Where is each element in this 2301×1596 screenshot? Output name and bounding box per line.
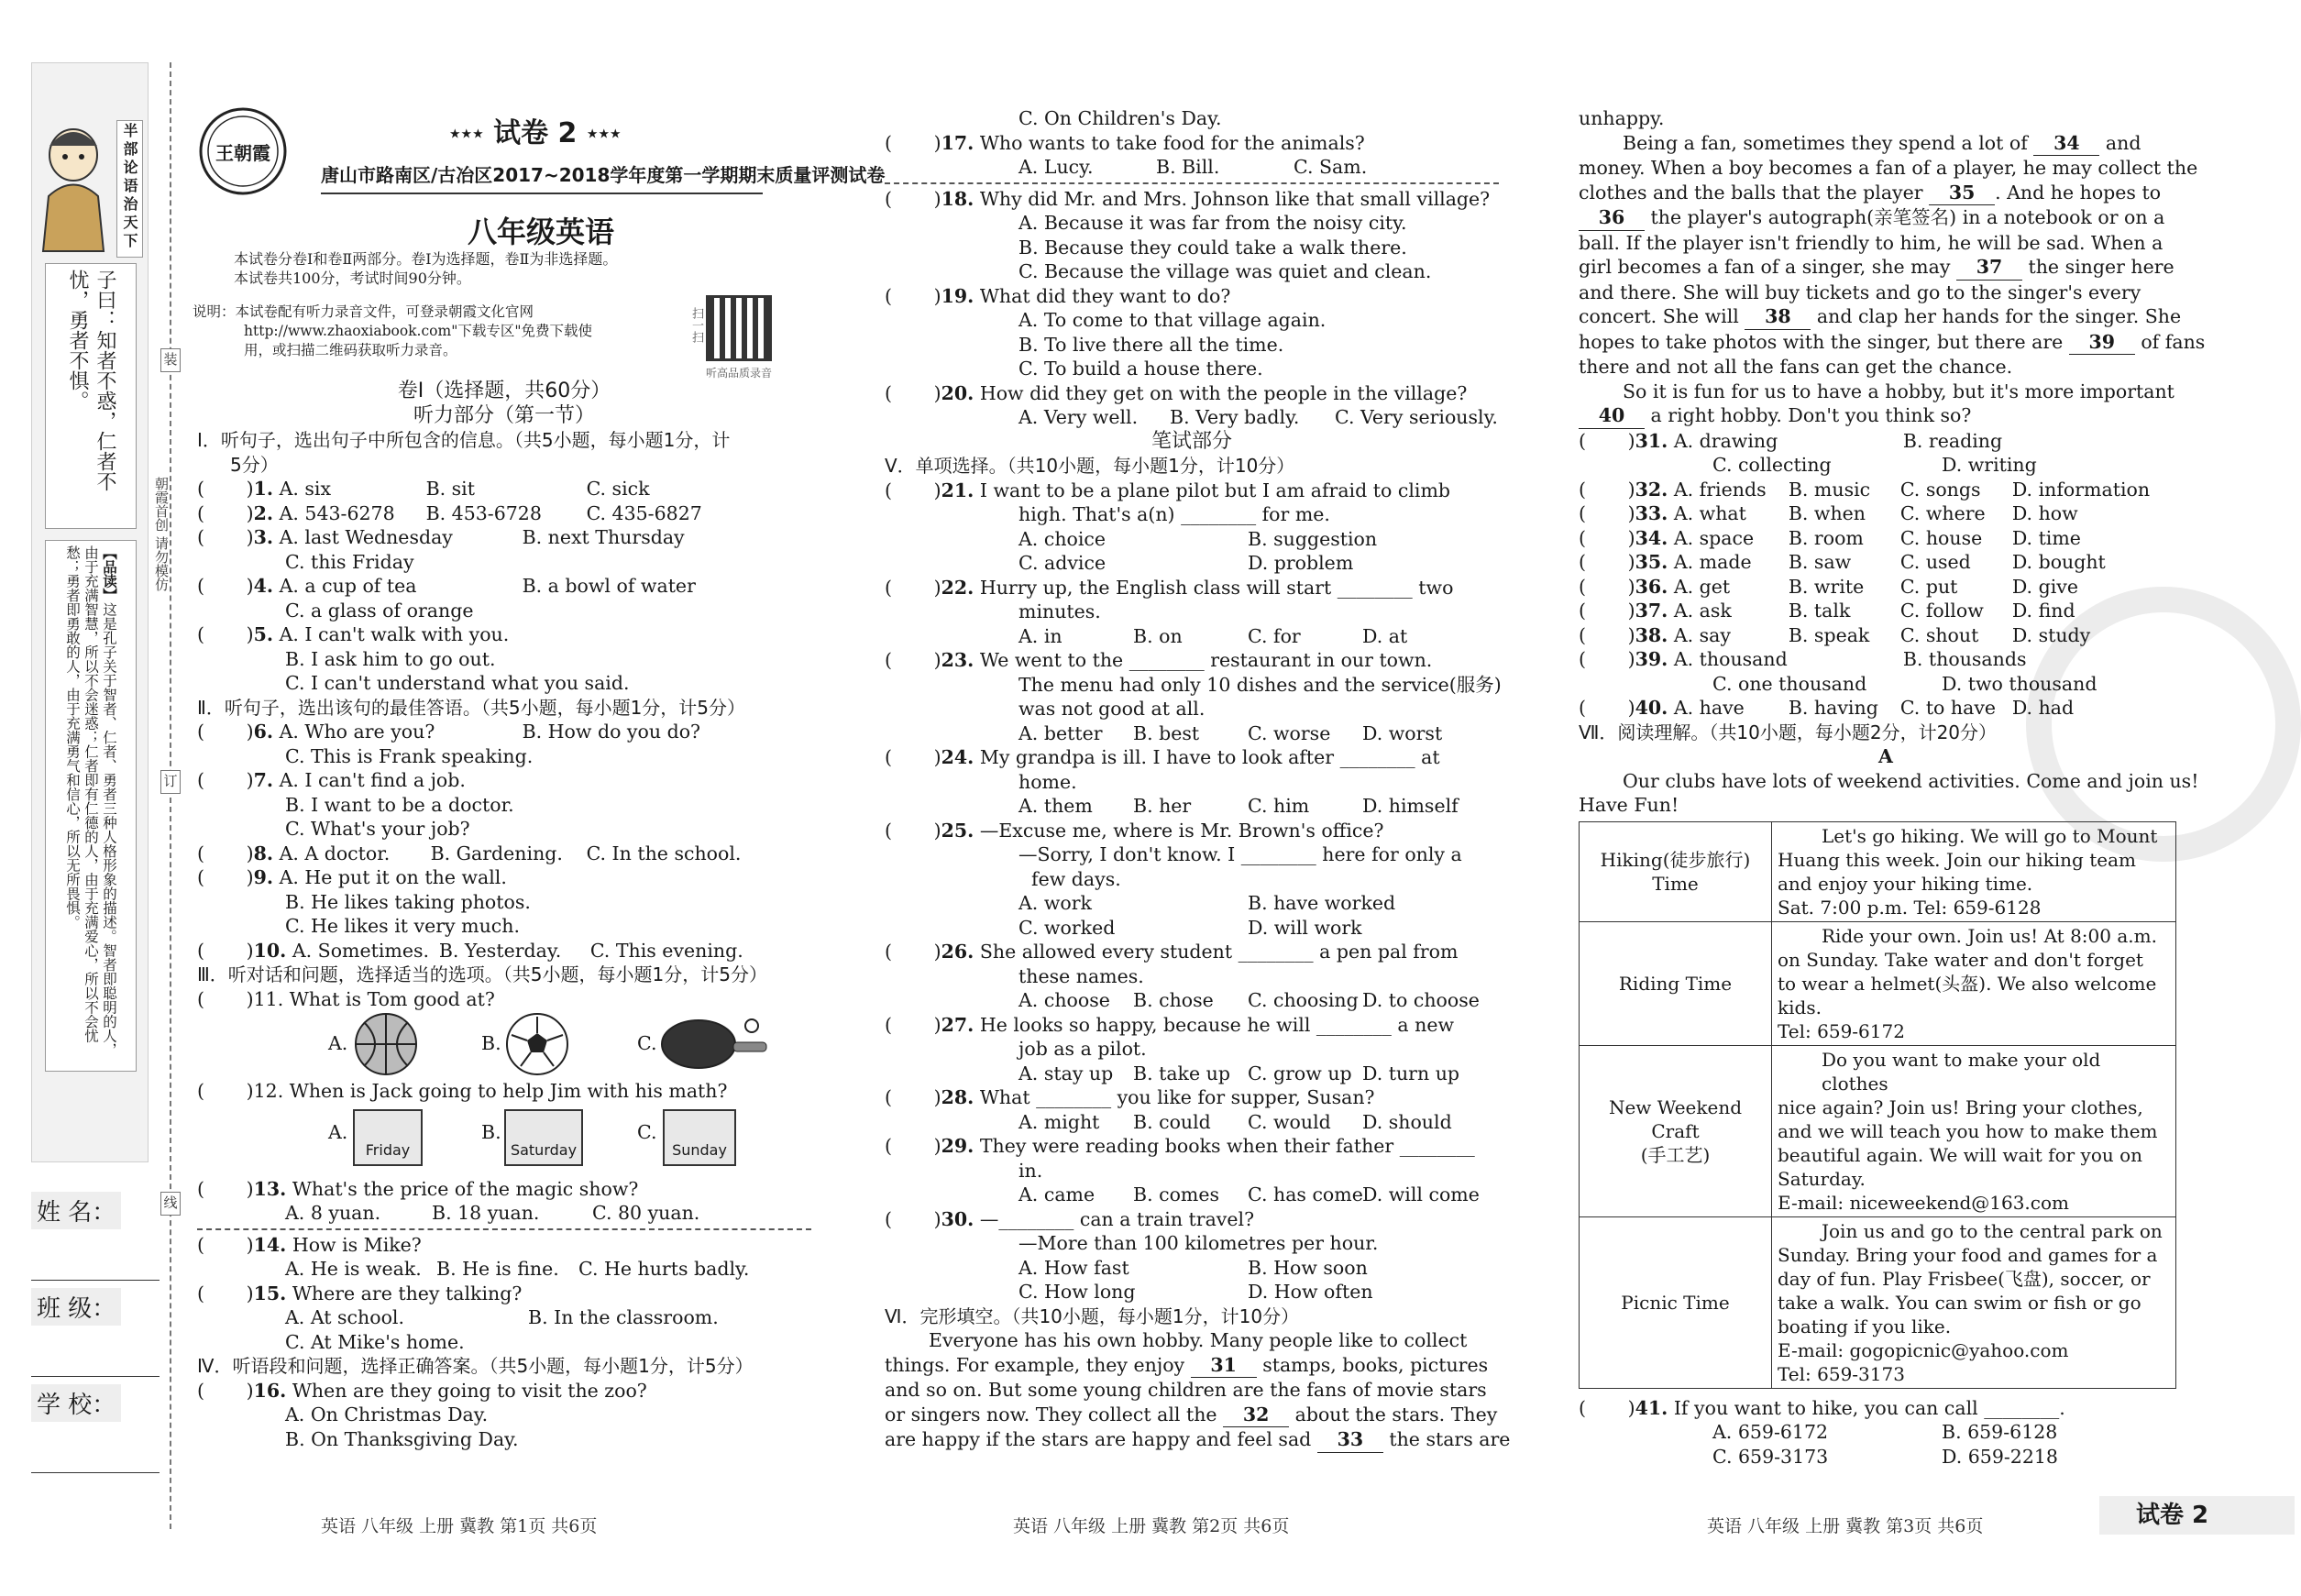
section-3: Ⅲ．听对话和问题，选择适当的选项。（共5小题，每小题1分，计5分） [197, 963, 767, 985]
club-name: Riding Time [1580, 921, 1772, 1045]
question-36[interactable]: ( )36. A. get B. write C. put D. give [1579, 575, 2078, 598]
q18-option-b: B. Because they could take a walk there. [1018, 236, 1407, 259]
question-16[interactable]: ( )16. When are they going to visit the zoo? [197, 1379, 647, 1402]
question-35[interactable]: ( )35. A. made B. saw C. used D. bought [1579, 551, 2106, 573]
class-line [31, 1331, 160, 1377]
listening-title: 听力部分（第一节） [413, 403, 595, 427]
cloze-line-18: 40 a right hobby. Don't you think so? [1579, 403, 2193, 429]
q25-options-ab: A. work B. have worked [1018, 892, 1396, 914]
question-38[interactable]: ( )38. A. say B. speak C. shout D. study [1579, 623, 2091, 646]
cloze-line-16: there and not all the fans can get the chance. [1579, 356, 2013, 378]
section-2: Ⅱ．听句子，选出该句的最佳答语。（共5小题，每小题1分，计5分） [197, 696, 746, 719]
section-1: Ⅰ．听句子，选出句子中所包含的信息。（共5小题，每小题1分，计 [197, 429, 731, 451]
q31-options-cd: C. collecting D. writing [1712, 454, 2037, 476]
q21-line-2: high. That's a(n) ________ for me. [1018, 503, 1330, 525]
blank-31[interactable]: 31 [1191, 1353, 1257, 1379]
pindu-label: 【品读】 [101, 545, 117, 602]
q25-line-3: few days. [1031, 867, 1121, 890]
q18-option-c: C. Because the village was quiet and clean. [1018, 260, 1432, 282]
quote-text: 子曰：知者不惑，仁者不忧，勇者不惧。 [66, 270, 116, 491]
q16-option-b: B. On Thanksgiving Day. [285, 1427, 519, 1450]
logo-text: 王朝霞 [215, 142, 270, 164]
cloze-line-14: concert. She will 38 and clap her hands for the singer. She [1579, 304, 2193, 330]
cut-label-1: 装 [160, 348, 181, 372]
q15-option-c: C. At Mike's home. [285, 1330, 465, 1353]
question-29[interactable]: ( )29. They were reading books when their father ________ [885, 1135, 1475, 1157]
q19-option-b: B. To live there all the time. [1018, 333, 1284, 356]
basketball-icon [353, 1011, 419, 1077]
cut-label-3: 线 [160, 1192, 181, 1216]
question-22[interactable]: ( )22. Hurry up, the English class will start ________ two [885, 576, 1454, 599]
q41-options-ab: A. 659-6172 B. 659-6128 [1712, 1421, 2058, 1443]
q16-option-c: C. On Children's Day. [1018, 107, 1222, 129]
question-28[interactable]: ( )28. What ________ you like for supper, Susan? [885, 1086, 1375, 1108]
cloze-line-13: and there. She will buy tickets and go to the singer's every [1579, 281, 2141, 303]
question-26[interactable]: ( )26. She allowed every student ________ a pen pal from [885, 941, 1459, 963]
subject-title: 八年级英语 [467, 215, 614, 249]
juan1-title: 卷Ⅰ（选择题，共60分） [397, 380, 611, 402]
cloze-line-15: hopes to take photos with the singer, but there are 39 of fans [1579, 330, 2193, 356]
intro-line-2: 本试卷共100分，考试时间90分钟。 [234, 270, 471, 287]
question-12[interactable]: ( )12. When is Jack going to help Jim with his math? [197, 1080, 728, 1102]
question-33[interactable]: ( )33. A. what B. when C. where D. how [1579, 502, 2078, 524]
table-row [1580, 921, 2176, 1045]
school-line [31, 1427, 160, 1473]
paper-number [449, 110, 622, 150]
calendar-sunday: Sunday [663, 1109, 736, 1166]
question-17[interactable]: ( )17. Who wants to take food for the animals? [885, 131, 1365, 154]
q24-line-2: home. [1018, 770, 1077, 793]
q9-option-c: C. He likes it very much. [285, 915, 520, 937]
question-24[interactable]: ( )24. My grandpa is ill. I have to look after ________ at [885, 746, 1440, 768]
footer-mark: 试卷 2 [2099, 1496, 2295, 1535]
cloze-line-17: So it is fun for us to have a hobby, but it's more important [1623, 380, 2174, 402]
column-1 [197, 376, 811, 1451]
blank-38[interactable]: 38 [1745, 304, 1811, 330]
soccer-ball-icon [504, 1011, 570, 1077]
column-3 [1579, 106, 2206, 1469]
blank-32[interactable]: 32 [1223, 1403, 1289, 1428]
q27-options: A. stay up B. take up C. grow up D. turn up [1018, 1062, 1460, 1084]
blank-39[interactable]: 39 [2069, 330, 2135, 356]
table-row [1580, 1045, 2176, 1216]
q39-options-cd: C. one thousand D. two thousand [1712, 672, 2097, 695]
q19-option-c: C. To build a house there. [1018, 358, 1263, 380]
q7-option-b: B. I want to be a doctor. [285, 793, 514, 816]
question-5[interactable]: ( )5. A. I can't walk with you. [197, 623, 510, 645]
footer-page-1: 英语 八年级 上册 冀教 第1页 共6页 [321, 1516, 598, 1536]
section-4: Ⅳ．听语段和问题，选择正确答案。（共5小题，每小题1分，计5分） [197, 1355, 754, 1377]
qr-caption: 听高品质录音 [706, 367, 773, 380]
q22-line-2: minutes. [1018, 600, 1101, 622]
q6-option-c: C. This is Frank speaking. [285, 744, 534, 767]
confucius-figure [36, 118, 111, 256]
sidebar [31, 62, 149, 1162]
question-1[interactable]: ( )1. A. six B. sit C. sick [197, 478, 650, 500]
motto-tag: 半部论语治天下 [116, 120, 143, 258]
question-4[interactable]: ( )4. A. a cup of tea B. a bowl of water [197, 575, 696, 597]
blank-33[interactable]: 33 [1317, 1427, 1383, 1453]
name-field[interactable] [31, 1192, 160, 1281]
q22-options: A. in B. on C. for D. at [1018, 624, 1408, 647]
question-6[interactable]: ( )6. A. Who are you? B. How do you do? [197, 721, 701, 743]
blank-40[interactable]: 40 [1579, 403, 1645, 429]
star-left: ★★★ [449, 127, 484, 142]
q9-option-b: B. He likes taking photos. [285, 890, 531, 913]
question-13[interactable]: ( )13. What's the price of the magic show? [197, 1177, 639, 1200]
q27-line-2: job as a pilot. [1018, 1038, 1147, 1060]
question-31[interactable]: ( )31. A. drawing B. reading [1579, 429, 2003, 452]
club-info: Join us and go to the central park on Sunday. Bring your food and games for a day of fun. Play Frisbee(飞盘), soccer, or take a walk. You can swim or fish or go boating if you like. E-mail: gogopicnic@yahoo.com Tel: 659-3173 [1772, 1216, 2176, 1388]
calendar-friday: Friday [353, 1109, 423, 1166]
club-info: Let's go hiking. We will go to Mount Huang this week. Join our hiking team and enjoy your hiking time. Sat. 7:00 p.m. Tel: 659-6128 [1772, 821, 2176, 921]
question-14[interactable]: ( )14. How is Mike? [197, 1233, 422, 1256]
question-10[interactable]: ( )10. A. Sometimes. B. Yesterday. C. This evening. [197, 939, 743, 962]
question-19[interactable]: ( )19. What did they want to do? [885, 284, 1231, 307]
club-info: Do you want to make your old clothes nice again? Join us! Bring your clothes, and we will teach you how to make them beautiful again. We will wait for you on Saturday. E-mail: niceweekend@163.com [1772, 1045, 2176, 1216]
paper-no: 试卷 2 [493, 117, 578, 149]
clubs-table [1579, 821, 2176, 1389]
question-32[interactable]: ( )32. A. friends B. music C. songs D. information [1579, 478, 2151, 501]
section-7: Ⅶ．阅读理解。（共10小题，每小题2分，计20分） [1579, 721, 1998, 743]
part-a: A [1878, 745, 1893, 767]
note-line-1: 说明：本试卷配有听力录音文件，可登录朝霞文化官网 [193, 303, 534, 320]
cloze-line-2: things. For example, they enjoy 31 stamps, books, pictures [885, 1353, 1499, 1379]
q25-options-cd: C. worked D. will work [1018, 916, 1362, 939]
question-20[interactable]: ( )20. How did they get on with the people in the village? [885, 381, 1468, 404]
q24-options: A. them B. her C. him D. himself [1018, 795, 1459, 817]
cloze-line-1: Everyone has his own hobby. Many people like to collect [929, 1329, 1468, 1351]
qr-code[interactable] [706, 295, 772, 361]
q19-option-a: A. To come to that village again. [1018, 309, 1327, 331]
calendar-saturday: Saturday [504, 1109, 583, 1166]
audio-note [193, 303, 592, 360]
q26-line-2: these names. [1018, 964, 1144, 987]
pindu-box [45, 540, 137, 1072]
class-field[interactable] [31, 1288, 160, 1377]
q17-options: A. Lucy. B. Bill. C. Sam. [1018, 156, 1368, 178]
logo [197, 105, 289, 197]
intro-line-1: 本试卷分卷Ⅰ和卷Ⅱ两部分。卷Ⅰ为选择题，卷Ⅱ为非选择题。 [234, 250, 618, 268]
q21-options-ab: A. choice B. suggestion [1018, 527, 1378, 550]
q23-line-2: The menu had only 10 dishes and the service(服务) [1018, 673, 1502, 696]
cut-line [170, 62, 171, 1529]
question-40[interactable]: ( )40. A. have B. having C. to have D. had [1579, 697, 2075, 719]
section-5: Ⅴ．单项选择。（共10小题，每小题1分，计10分） [885, 455, 1295, 477]
question-39[interactable]: ( )39. A. thousand B. thousands [1579, 648, 2027, 670]
q11-pictures: A. B. C. [197, 1011, 811, 1079]
section-1b: 5分） [230, 453, 279, 476]
question-25[interactable]: ( )25. —Excuse me, where is Mr. Brown's office? [885, 819, 1384, 842]
q21-options-cd: C. advice D. problem [1018, 552, 1354, 574]
q7-option-c: C. What's your job? [285, 818, 470, 840]
question-15[interactable]: ( )15. Where are they talking? [197, 1282, 523, 1304]
quote-box [45, 263, 137, 529]
q5-option-c: C. I can't understand what you said. [285, 672, 630, 694]
note-line-2: http://www.zhaoxiabook.com"下载专区"免费下载使 [244, 323, 592, 339]
blank-35[interactable]: 35 [1929, 181, 1995, 206]
cloze-line-4: or singers now. They collect all the 32 about the stars. They [885, 1403, 1499, 1428]
cloze-line-10: 36 the player's autograph(亲笔签名) in a notebook or on a [1579, 205, 2193, 231]
note-line-3: 用，或扫描二维码获取听力录音。 [244, 342, 457, 358]
name-label: 姓 名： [31, 1192, 121, 1229]
exam-title: 唐山市路南区/古冶区2017~2018学年度第一学期期末质量评测试卷 [321, 158, 763, 194]
name-line [31, 1235, 160, 1281]
side-note: 朝霞首创 请勿模仿 [153, 477, 170, 591]
cloze-line-7: Being a fan, sometimes they spend a lot of 34 and [1579, 131, 2193, 157]
ping-pong-paddle-icon [660, 1015, 770, 1073]
q30-line-2: —More than 100 kilometres per hour. [1018, 1232, 1379, 1254]
question-9[interactable]: ( )9. A. He put it on the wall. [197, 866, 507, 888]
blank-36[interactable]: 36 [1579, 205, 1645, 231]
school-field[interactable] [31, 1384, 160, 1473]
blank-37[interactable]: 37 [1956, 255, 2022, 281]
question-27[interactable]: ( )27. He looks so happy, because he will ________ a new [885, 1013, 1455, 1036]
question-2[interactable]: ( )2. A. 543-6278 B. 453-6728 C. 435-6827 [197, 501, 702, 524]
club-name: Picnic Time [1580, 1216, 1772, 1388]
question-8[interactable]: ( )8. A. A doctor. B. Gardening. C. In the school. [197, 842, 742, 864]
q29-line-2: in. [1018, 1159, 1043, 1182]
reading-intro-2: Have Fun! [1579, 794, 1679, 816]
writing-title: 笔试部分 [1150, 429, 1232, 453]
footer-page-3: 英语 八年级 上册 冀教 第3页 共6页 [1707, 1516, 1984, 1536]
footer-page-2: 英语 八年级 上册 冀教 第2页 共6页 [1013, 1516, 1290, 1536]
q30-options-cd: C. How long D. How often [1018, 1281, 1373, 1303]
column-2 [885, 106, 1511, 1453]
cloze-line-5: are happy if the stars are happy and feel sad 33 the stars are [885, 1427, 1499, 1453]
q14-options: A. He is weak. B. He is fine. C. He hurts badly. [285, 1258, 750, 1280]
section-6: Ⅵ．完形填空。（共10小题，每小题1分，计10分） [885, 1304, 1300, 1327]
q23-line-3: was not good at all. [1018, 698, 1206, 720]
cloze-line-8: money. When a boy becomes a fan of a player, he may collect the [1579, 157, 2198, 179]
question-11[interactable]: ( )11. What is Tom good at? [197, 987, 495, 1010]
q28-options: A. might B. could C. would D. should [1018, 1110, 1452, 1133]
table-row [1580, 821, 2176, 921]
club-name: New Weekend Craft (手工艺) [1580, 1045, 1772, 1216]
reading-intro: Our clubs have lots of weekend activities. Come and join us! [1623, 769, 2199, 792]
cloze-line-6: unhappy. [1579, 107, 1665, 129]
table-row [1580, 1216, 2176, 1388]
q23-options: A. better B. best C. worse D. worst [1018, 721, 1443, 744]
question-7[interactable]: ( )7. A. I can't find a job. [197, 769, 466, 791]
blank-34[interactable]: 34 [2033, 131, 2099, 157]
intro [234, 249, 617, 288]
q12-pictures: A. Friday B. Saturday C. Sunday [197, 1104, 811, 1177]
cloze-line-3: and so on. But some young children are the fans of movie stars [885, 1379, 1487, 1401]
cloze-line-12: girl becomes a fan of a singer, she may 37 the singer here [1579, 255, 2193, 281]
question-18[interactable]: ( )18. Why did Mr. and Mrs. Johnson like that small village? [885, 187, 1491, 210]
q29-options: A. came B. comes C. has comeD. will come [1018, 1183, 1480, 1205]
class-label: 班 级： [31, 1288, 121, 1326]
dashed-divider [197, 1228, 811, 1230]
qr-side: 扫一扫 [689, 307, 703, 343]
q15-options: A. At school. B. In the classroom. [285, 1306, 719, 1328]
cloze-line-9: clothes and the balls that the player 35 . And he hopes to [1579, 181, 2193, 206]
question-37[interactable]: ( )37. A. ask B. talk C. follow D. find [1579, 600, 2075, 622]
q16-option-a: A. On Christmas Day. [285, 1403, 489, 1425]
question-23[interactable]: ( )23. We went to the ________ restaurant in our town. [885, 649, 1433, 671]
q26-options: A. choose B. chose C. choosing D. to choose [1018, 989, 1480, 1011]
club-name: Hiking(徒步旅行) Time [1580, 821, 1772, 921]
pindu-text: 这是孔子关于智者、仁者、勇者三种人格形象的描述。智者即聪明的人，由于充满智慧，所以不会迷惑；仁者即有仁德的人，由于充满爱心，所以不会忧愁；勇者即勇敢的人，由于充满勇气和信心，所以无所畏惧。 [64, 545, 117, 1057]
question-3[interactable]: ( )3. A. last Wednesday B. next Thursday [197, 526, 685, 548]
school-label: 学 校： [31, 1384, 121, 1422]
club-info: Ride your own. Join us! At 8:00 a.m. on Sunday. Take water and don't forget to wear a helmet(头盔). We also welcome kids. Tel: 659-6172 [1772, 921, 2176, 1045]
question-21[interactable]: ( )21. I want to be a plane pilot but I am afraid to climb [885, 479, 1451, 501]
q30-options-ab: A. How fast B. How soon [1018, 1256, 1368, 1279]
cut-label-2: 订 [160, 770, 181, 794]
q4-option-c: C. a glass of orange [285, 599, 474, 622]
q13-options: A. 8 yuan. B. 18 yuan. C. 80 yuan. [285, 1202, 700, 1224]
q3-option-c: C. this Friday [285, 550, 414, 573]
q5-option-b: B. I ask him to go out. [285, 647, 496, 670]
q25-line-2: —Sorry, I don't know. I ________ here for only a [1018, 843, 1462, 865]
star-right: ★★★ [586, 127, 622, 142]
q20-options: A. Very well. B. Very badly. C. Very seriously. [1018, 406, 1498, 428]
q18-option-a: A. Because it was far from the noisy city. [1018, 212, 1407, 234]
cloze-line-11: ball. If the player isn't friendly to him, he will be sad. When a [1579, 231, 2163, 254]
question-41[interactable]: ( )41. If you want to hike, you can call ________. [1579, 1396, 2065, 1419]
q41-options-cd: C. 659-3173 D. 659-2218 [1712, 1445, 2058, 1468]
question-34[interactable]: ( )34. A. space B. room C. house D. time [1579, 526, 2081, 549]
dashed-divider-2 [885, 182, 1499, 184]
question-30[interactable]: ( )30. —________ can a train travel? [885, 1207, 1255, 1230]
